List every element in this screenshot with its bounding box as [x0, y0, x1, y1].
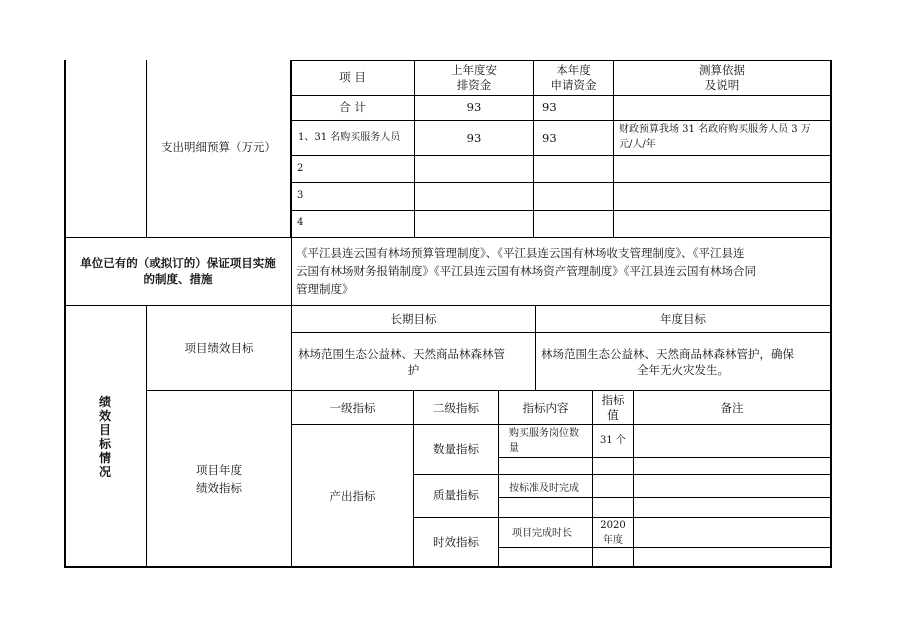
quantity-value: 31 个 — [600, 435, 626, 446]
system-section-label-2: 的制度、措施 — [143, 272, 213, 286]
table-border-left — [64, 60, 66, 568]
indicator-label-2: 绩效指标 — [196, 481, 242, 495]
row-1-item: 1、31 名购买服务人员 — [298, 132, 401, 143]
row-divider — [64, 237, 832, 238]
header-this-year-2: 申请资金 — [550, 78, 597, 92]
system-content-2: 云国有林场财务报销制度》《平江县连云国有林场资产管理制度》《平江县连云国有林场合同 — [296, 264, 756, 278]
row-divider — [64, 305, 832, 306]
output-indicator: 产出指标 — [329, 489, 376, 503]
indicator-label: 项目年度 — [196, 463, 242, 477]
col-value-header: 指标 — [601, 393, 625, 407]
row-divider — [498, 457, 831, 458]
col-level1-header: 一级指标 — [329, 401, 376, 415]
col-divider — [290, 60, 292, 238]
total-last-year: 93 — [466, 100, 482, 114]
long-term-header: 长期目标 — [390, 312, 437, 326]
col-divider — [633, 390, 634, 567]
system-section-label: 单位已有的（或拟订的）保证项目实施 — [80, 256, 276, 270]
table-border-right — [830, 60, 832, 568]
total-this-year: 93 — [542, 100, 557, 114]
annual-header: 年度目标 — [660, 312, 706, 326]
header-this-year: 本年度 — [556, 63, 591, 77]
header-item: 项 目 — [339, 70, 366, 84]
col-note-header: 备注 — [720, 401, 744, 415]
col-level2-header: 二级指标 — [433, 401, 479, 415]
header-last-year-2: 排资金 — [456, 78, 492, 92]
row-divider — [291, 210, 831, 211]
row-divider — [146, 390, 832, 391]
quantity-content: 购买服务岗位数 — [509, 428, 579, 439]
col-content-header: 指标内容 — [522, 401, 569, 415]
row-1-basis-2: 元/人/年 — [619, 139, 656, 150]
annual-goal: 林场范围生态公益林、天然商品林森林管护，确保 — [541, 347, 794, 361]
row-divider — [498, 497, 831, 498]
col-divider — [291, 305, 292, 567]
timeliness-value-2: 年度 — [603, 535, 623, 546]
quality-indicator: 质量指标 — [433, 488, 479, 502]
long-term-goal: 林场范围生态公益林、天然商品林森林管 — [298, 347, 505, 361]
row-4-item: 4 — [297, 217, 304, 228]
row-divider — [413, 517, 831, 518]
timeliness-indicator: 时效指标 — [433, 535, 479, 549]
row-3-item: 3 — [297, 190, 304, 201]
row-divider — [291, 424, 831, 425]
long-term-goal-2: 护 — [407, 363, 420, 377]
timeliness-value: 2020 — [600, 520, 626, 531]
quality-content: 按标准及时完成 — [509, 483, 579, 494]
header-last-year: 上年度安 — [451, 63, 497, 77]
col-divider — [291, 237, 292, 306]
performance-side-label: 绩效目标情况 — [98, 395, 111, 479]
total-label: 合 计 — [339, 100, 366, 114]
header-basis-2: 及说明 — [704, 78, 740, 92]
row-divider — [291, 332, 831, 333]
row-1-last-year: 93 — [466, 131, 482, 145]
row-divider — [291, 120, 831, 121]
expense-section-label: 支出明细预算（万元） — [161, 140, 276, 154]
row-divider — [291, 95, 831, 96]
goal-label: 项目绩效目标 — [184, 341, 254, 355]
col-value-header-2: 值 — [607, 408, 619, 422]
quantity-indicator: 数量指标 — [433, 442, 479, 456]
timeliness-content: 项目完成时长 — [512, 528, 572, 539]
row-divider — [291, 60, 831, 61]
row-divider — [291, 182, 831, 183]
table-border-bottom — [64, 566, 832, 568]
system-content: 《平江县连云国有林场预算管理制度》、《平江县连云国有林场收支管理制度》、《平江县连 — [296, 246, 745, 260]
quantity-content-2: 量 — [509, 443, 519, 454]
row-1-basis: 财政预算我场 31 名政府购买服务人员 3 万 — [619, 124, 811, 135]
row-divider — [498, 547, 831, 548]
header-basis: 测算依据 — [699, 63, 745, 77]
system-content-3: 管理制度》 — [296, 282, 354, 296]
row-1-this-year: 93 — [542, 131, 557, 145]
row-divider — [413, 474, 831, 475]
annual-goal-2: 全年无火灾发生。 — [637, 363, 729, 377]
row-2-item: 2 — [297, 163, 304, 174]
row-divider — [291, 155, 831, 156]
col-divider — [498, 390, 499, 567]
